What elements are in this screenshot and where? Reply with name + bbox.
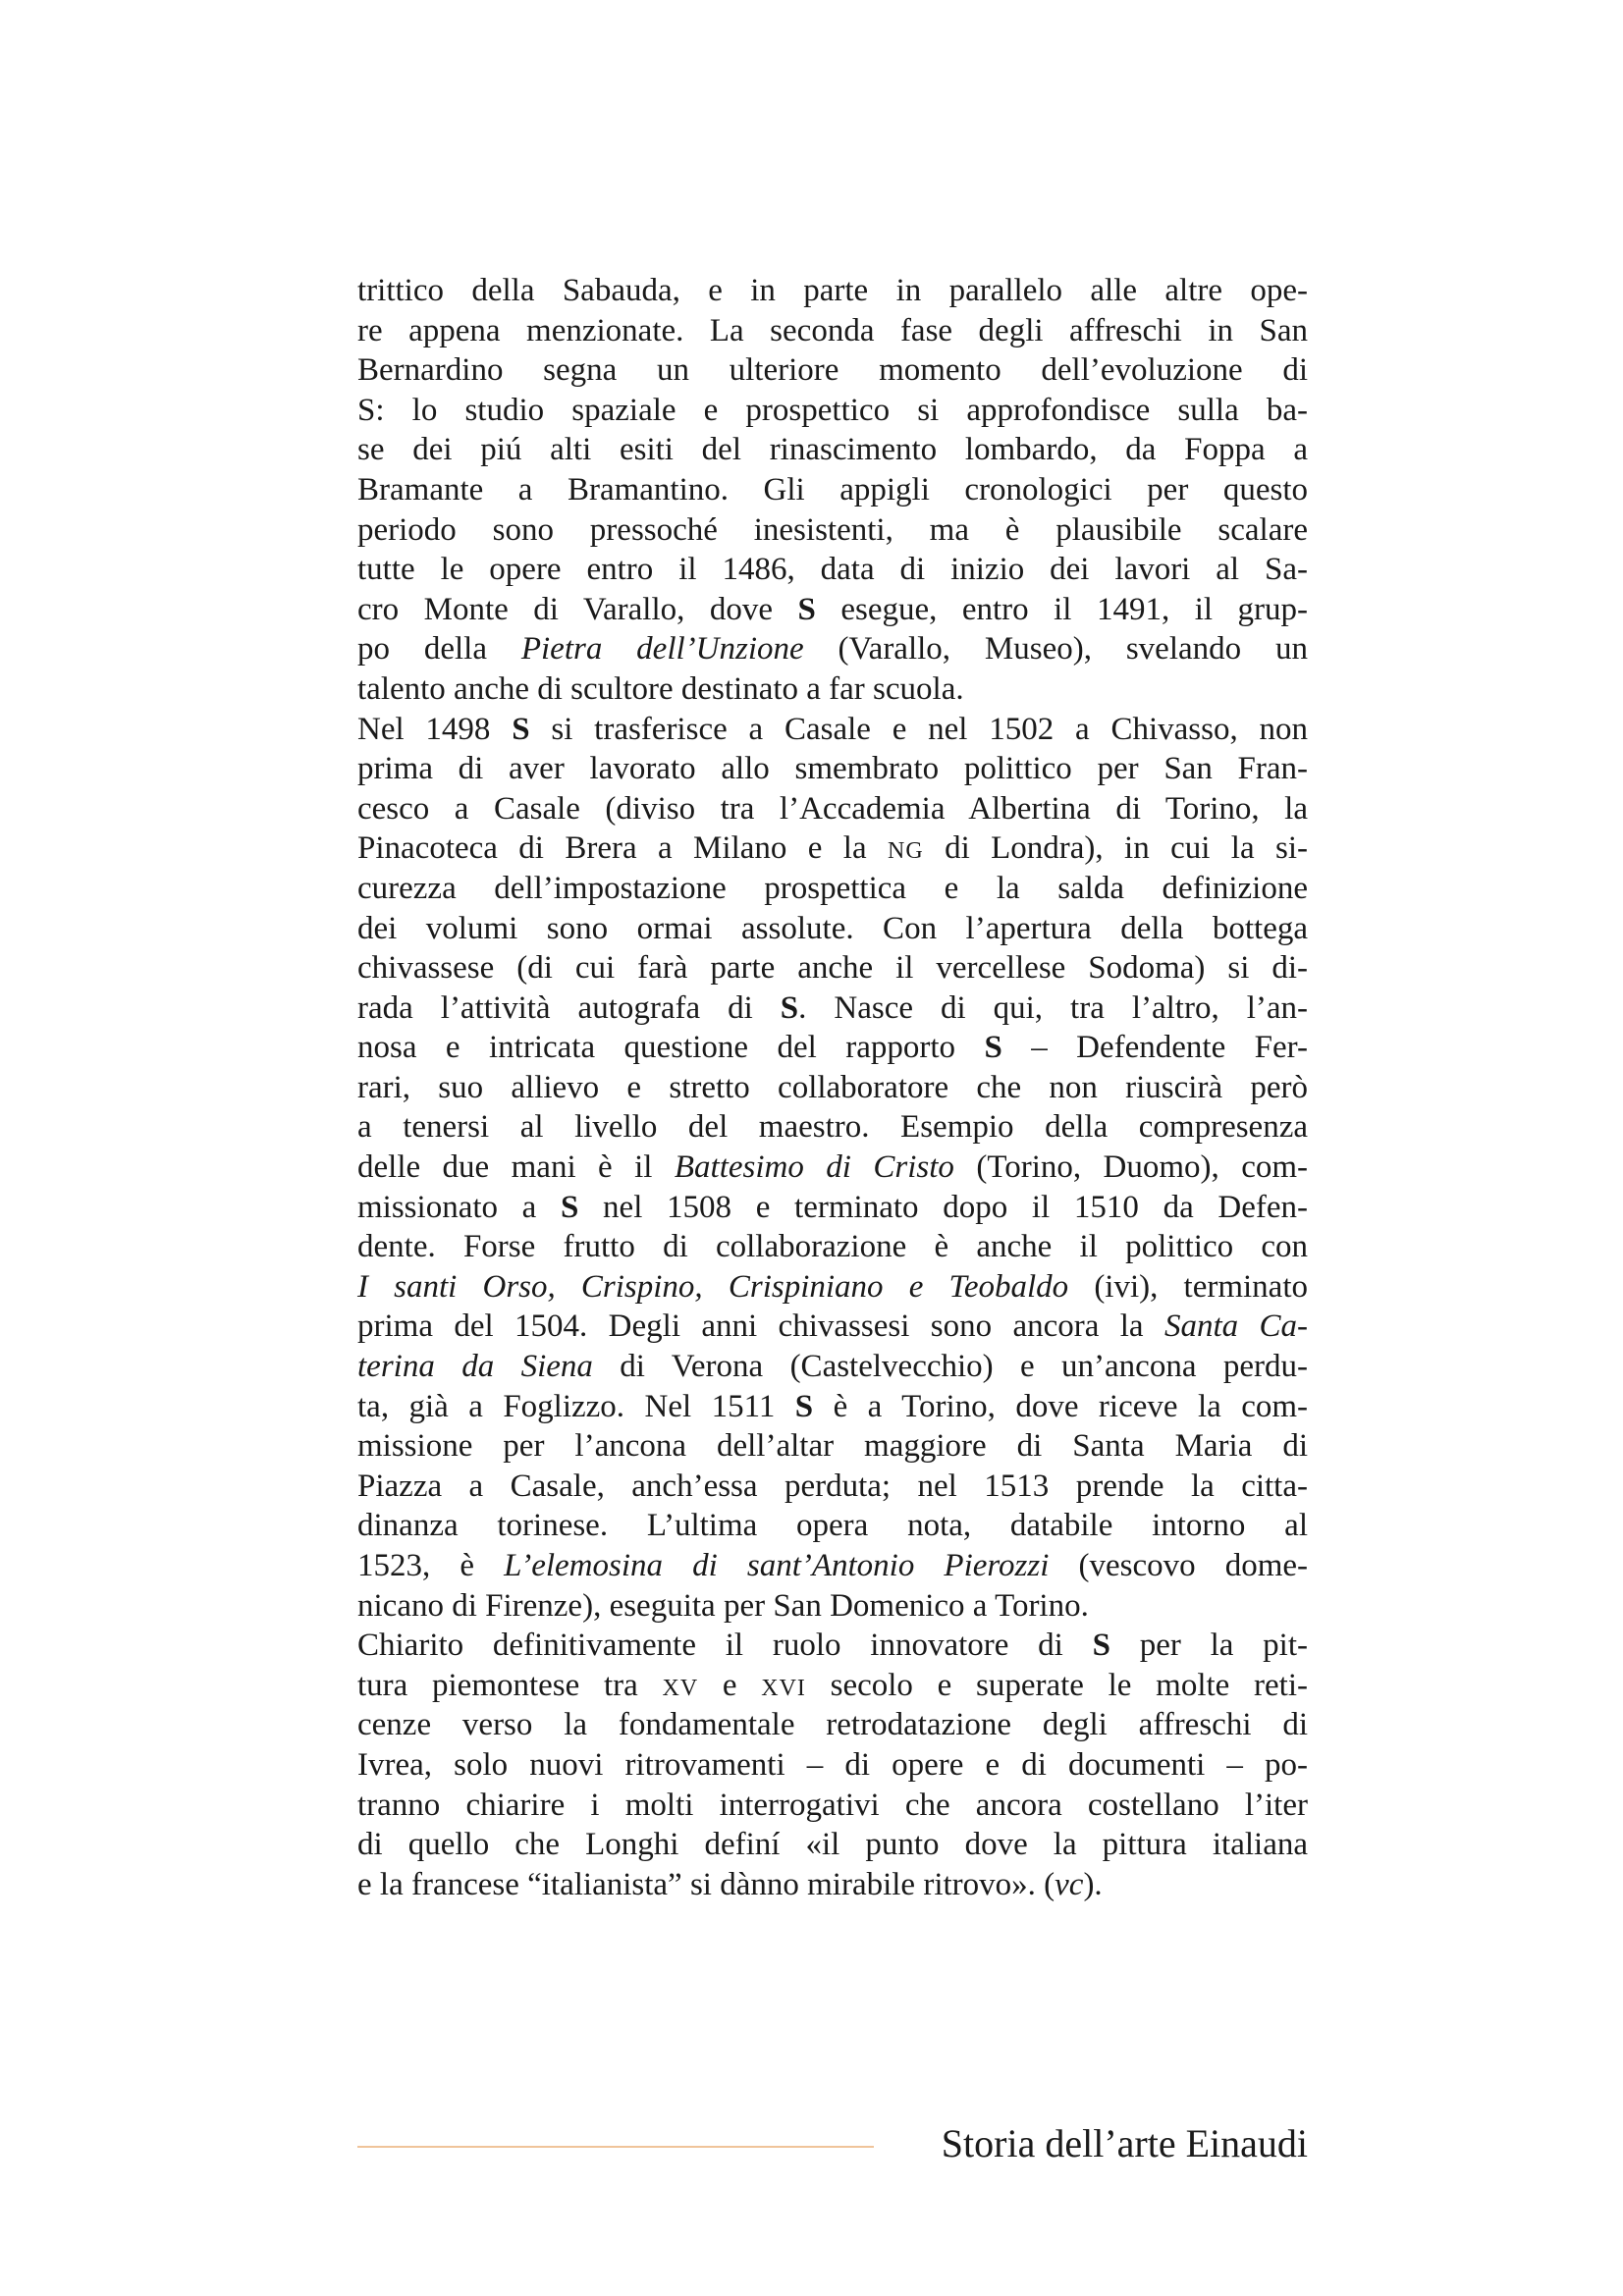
text-line bbox=[357, 1467, 1308, 1507]
text-run: S: lo studio spaziale e prospettico si approfondisce sulla ba- bbox=[357, 392, 1308, 428]
text-line bbox=[357, 909, 1308, 949]
text-run: prima del 1504. Degli anni chivassesi sono ancora la bbox=[357, 1308, 1164, 1345]
text-run: dinanza torinese. L’ultima opera nota, databile intorno al bbox=[357, 1508, 1308, 1544]
text-run: Ivrea, solo nuovi ritrovamenti – di opere e di documenti – po- bbox=[357, 1746, 1308, 1783]
text-run: 1523, è bbox=[357, 1548, 505, 1583]
text-run: Pinacoteca di Brera a Milano e la bbox=[357, 830, 889, 867]
footer-title: Storia dell’arte Einaudi bbox=[941, 2121, 1308, 2165]
text-run: tura piemontese tra bbox=[357, 1667, 663, 1703]
text-run: è a Torino, dove riceve la com- bbox=[813, 1388, 1308, 1424]
text-run: vc bbox=[1055, 1866, 1084, 1902]
text-run: a tenersi al livello del maestro. Esempio della compresenza bbox=[357, 1109, 1308, 1146]
text-run: S bbox=[561, 1189, 579, 1225]
text-run: cesco a Casale (diviso tra l’Accademia Albertina di Torino, la bbox=[357, 790, 1308, 827]
text-line bbox=[357, 869, 1308, 909]
text-run: di quello che Longhi definí «il punto dove la pittura italiana bbox=[357, 1827, 1308, 1863]
text-line bbox=[357, 550, 1308, 590]
text-run: cenze verso la fondamentale retrodatazione degli affreschi di bbox=[357, 1707, 1308, 1743]
text-line bbox=[357, 271, 1308, 311]
text-line bbox=[357, 311, 1308, 351]
text-run: curezza dell’impostazione prospettica e la salda definizione bbox=[357, 870, 1308, 906]
text-line bbox=[357, 789, 1308, 829]
text-line bbox=[357, 1347, 1308, 1387]
text-run: terina da Siena bbox=[357, 1349, 593, 1385]
text-line bbox=[357, 470, 1308, 510]
text-line bbox=[357, 430, 1308, 470]
text-run: (ivi), terminato bbox=[1068, 1268, 1308, 1305]
text-run: delle due mani è il bbox=[357, 1149, 675, 1186]
text-line bbox=[357, 629, 1308, 669]
text-run: rari, suo allievo e stretto collaboratore che non riuscirà però bbox=[357, 1069, 1308, 1105]
text-line bbox=[357, 669, 1308, 710]
text-run: XVI bbox=[761, 1675, 806, 1701]
text-line bbox=[357, 1068, 1308, 1108]
text-run: Nel 1498 bbox=[357, 711, 513, 747]
text-run: cro Monte di Varallo, dove bbox=[357, 591, 798, 627]
text-run: rada l’attività autografa di bbox=[357, 989, 781, 1026]
text-run: ta, già a Foglizzo. Nel 1511 bbox=[357, 1388, 795, 1424]
text-line bbox=[357, 710, 1308, 750]
text-run: po della bbox=[357, 631, 521, 667]
text-run: talento anche di scultore destinato a far scuola. bbox=[357, 670, 964, 707]
text-run: (vescovo dome- bbox=[1049, 1548, 1308, 1583]
text-run: S bbox=[780, 989, 799, 1026]
text-line bbox=[357, 1705, 1308, 1745]
text-run: missione per l’ancona dell’altar maggiore di Santa Maria di bbox=[357, 1428, 1308, 1465]
text-run: dente. Forse frutto di collaborazione è anche il polittico con bbox=[357, 1229, 1308, 1265]
text-run: Battesimo di Cristo bbox=[674, 1149, 954, 1186]
body-text bbox=[357, 271, 1308, 1904]
text-run: nosa e intricata questione del rapporto bbox=[357, 1030, 985, 1066]
text-run: e bbox=[698, 1667, 762, 1703]
text-run: . Nasce di qui, tra l’altro, l’an- bbox=[798, 989, 1308, 1026]
text-line bbox=[357, 1626, 1308, 1666]
text-line bbox=[357, 1188, 1308, 1228]
text-line bbox=[357, 1745, 1308, 1786]
footer-rule bbox=[357, 2146, 874, 2148]
text-run: S bbox=[797, 591, 816, 627]
text-run: Piazza a Casale, anch’essa perduta; nel 1513 prende la citta- bbox=[357, 1468, 1308, 1504]
text-line bbox=[357, 391, 1308, 431]
text-run: – Defendente Fer- bbox=[1001, 1030, 1308, 1066]
text-line bbox=[357, 828, 1308, 869]
text-run: missionato a bbox=[357, 1189, 562, 1225]
text-line bbox=[357, 1825, 1308, 1865]
text-run: S bbox=[1092, 1628, 1110, 1664]
text-line bbox=[357, 1586, 1308, 1627]
text-run: tutte le opere entro il 1486, data di inizio dei lavori al Sa- bbox=[357, 552, 1308, 588]
text-run: (Torino, Duomo), com- bbox=[953, 1149, 1309, 1186]
text-line bbox=[357, 1506, 1308, 1546]
text-line bbox=[357, 948, 1308, 988]
text-run: Bramante a Bramantino. Gli appigli cronologici per questo bbox=[357, 471, 1308, 507]
text-line bbox=[357, 1387, 1308, 1427]
text-run: nel 1508 e terminato dopo il 1510 da Defen- bbox=[578, 1189, 1308, 1225]
text-line bbox=[357, 1666, 1308, 1706]
text-run: S bbox=[794, 1388, 814, 1424]
text-run: re appena menzionate. La seconda fase degli affreschi in San bbox=[357, 312, 1308, 348]
text-run: per la pit- bbox=[1109, 1628, 1308, 1664]
text-run: NG bbox=[888, 838, 924, 865]
text-run: di Londra), in cui la si- bbox=[923, 830, 1308, 867]
text-run: Chiarito definitivamente il ruolo innovatore di bbox=[357, 1628, 1093, 1664]
text-run: di Verona (Castelvecchio) e un’ancona perdu- bbox=[592, 1349, 1308, 1385]
text-run: dei volumi sono ormai assolute. Con l’apertura della bottega bbox=[357, 910, 1308, 946]
text-run: XV bbox=[662, 1675, 699, 1701]
text-line bbox=[357, 1107, 1308, 1148]
text-line bbox=[357, 988, 1308, 1029]
text-line bbox=[357, 1267, 1308, 1308]
text-run: se dei piú alti esiti del rinascimento lombardo, da Foppa a bbox=[357, 432, 1308, 468]
text-run: prima di aver lavorato allo smembrato polittico per San Fran- bbox=[357, 751, 1308, 787]
text-run: periodo sono pressoché inesistenti, ma è plausibile scalare bbox=[357, 511, 1308, 548]
text-line bbox=[357, 1307, 1308, 1347]
text-run: nicano di Firenze), eseguita per San Domenico a Torino. bbox=[357, 1587, 1089, 1624]
text-run: tranno chiarire i molti interrogativi che ancora costellano l’iter bbox=[357, 1787, 1308, 1823]
text-run: si trasferisce a Casale e nel 1502 a Chivasso, non bbox=[529, 711, 1308, 747]
text-run: esegue, entro il 1491, il grup- bbox=[815, 591, 1308, 627]
text-run: S bbox=[984, 1030, 1002, 1066]
text-run: ). bbox=[1083, 1866, 1103, 1902]
text-run: e la francese “italianista” si dànno mirabile ritrovo». ( bbox=[357, 1866, 1055, 1902]
text-run: chivassese (di cui farà parte anche il vercellese Sodoma) si di- bbox=[357, 950, 1308, 987]
text-run: (Varallo, Museo), svelando un bbox=[803, 631, 1308, 667]
text-run: Santa Ca- bbox=[1163, 1308, 1308, 1345]
text-line bbox=[357, 1546, 1308, 1586]
text-run: trittico della Sabauda, e in parte in parallelo alle altre ope- bbox=[357, 273, 1308, 308]
text-run: S bbox=[512, 711, 530, 747]
text-line bbox=[357, 510, 1308, 551]
text-line bbox=[357, 350, 1308, 391]
text-line bbox=[357, 749, 1308, 789]
text-run: Bernardino segna un ulteriore momento dell’evoluzione di bbox=[357, 352, 1308, 389]
text-line bbox=[357, 1865, 1308, 1905]
text-line bbox=[357, 1227, 1308, 1267]
text-line bbox=[357, 1786, 1308, 1826]
text-run: secolo e superate le molte reti- bbox=[805, 1667, 1308, 1703]
text-line bbox=[357, 1148, 1308, 1188]
text-run: Pietra dell’Unzione bbox=[520, 631, 804, 667]
text-line bbox=[357, 1426, 1308, 1467]
text-run: I santi Orso, Crispino, Crispiniano e Teobaldo bbox=[357, 1268, 1069, 1305]
text-run: L’elemosina di sant’Antonio Pierozzi bbox=[504, 1548, 1050, 1583]
text-line bbox=[357, 1028, 1308, 1068]
text-line bbox=[357, 590, 1308, 630]
